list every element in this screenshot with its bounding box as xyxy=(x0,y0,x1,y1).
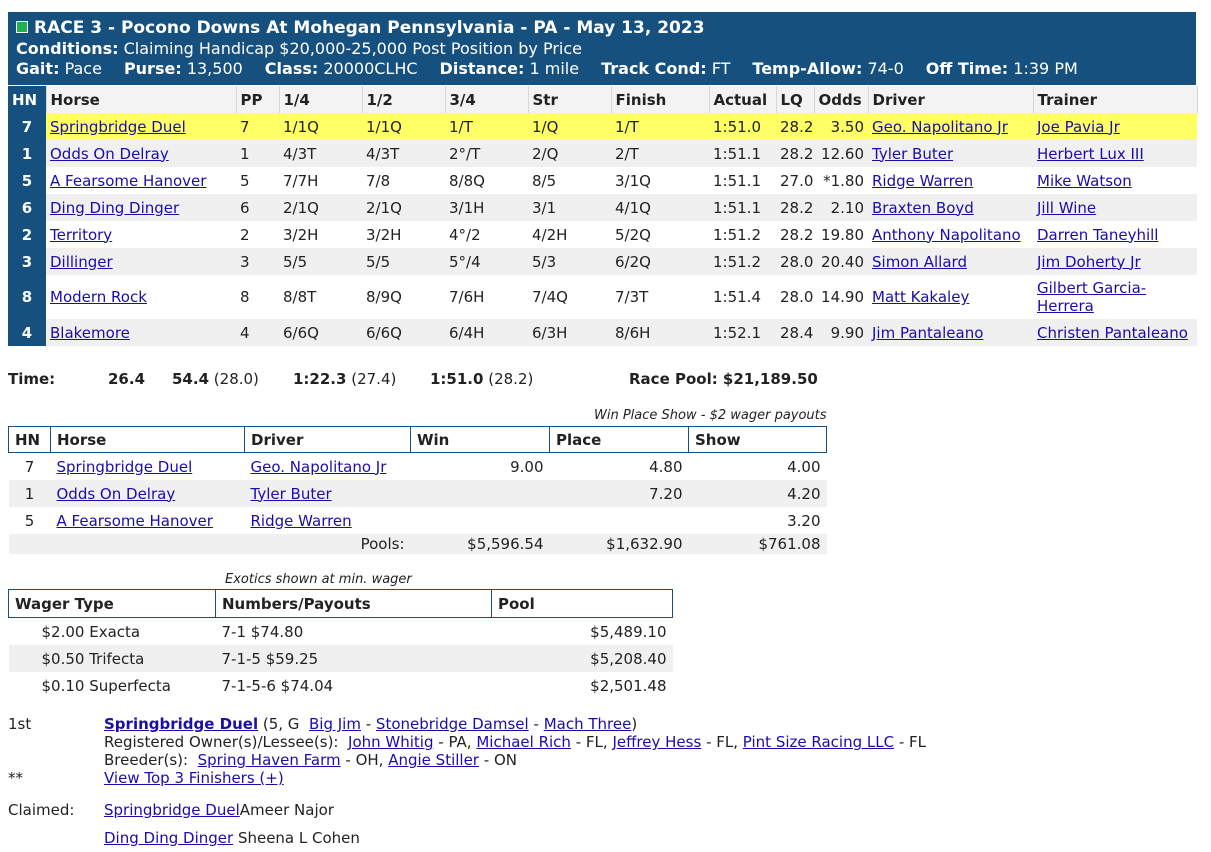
last-quarter-cell: 28.2 xyxy=(780,225,814,244)
finish-cell: 5/2Q xyxy=(615,225,651,244)
pool-cell: $5,489.10 xyxy=(590,622,667,641)
wps-hn-cell: 1 xyxy=(9,480,51,507)
wps-horse-link[interactable]: Odds On Delray xyxy=(56,484,176,503)
col-actual: Actual xyxy=(709,86,776,113)
pp-cell: 1 xyxy=(236,140,279,167)
wps-note: Win Place Show - $2 wager payouts xyxy=(594,408,827,423)
wps-win-cell xyxy=(411,507,550,534)
odds-cell: 20.40 xyxy=(814,248,868,275)
exotic-row xyxy=(9,645,673,672)
wps-driver-cell xyxy=(245,480,411,507)
wps-driver-cell xyxy=(245,453,411,481)
wps-driver-link[interactable]: Ridge Warren xyxy=(250,511,352,530)
stretch-cell: 4/2H xyxy=(532,225,568,244)
half-cell: 8/9Q xyxy=(366,288,402,306)
three-quarter-cell: 4°/2 xyxy=(449,225,481,244)
quarter-cell: 1/1Q xyxy=(279,113,362,140)
breeders-line: Breeder(s): Spring Haven Farm - OH, Angie Stiller - ON xyxy=(104,751,517,769)
wps-place-cell xyxy=(550,507,689,534)
hn-cell: 8 xyxy=(8,275,46,319)
race-details: Gait: Pace Purse: 13,500 Class: 20000CLHC Distance: 1 mile Track Cond: FT Temp-Allow: 74-0 Off Time: 1:39 PM xyxy=(16,59,1078,78)
wager-type-cell: $0.10 Superfecta xyxy=(41,676,171,695)
three-quarter-cell: 2°/T xyxy=(445,140,528,167)
last-quarter-cell: 27.0 xyxy=(780,171,814,190)
driver-cell xyxy=(868,221,1033,248)
driver-cell xyxy=(868,248,1033,275)
hn-cell: 1 xyxy=(8,140,46,167)
pools-label: Pools: xyxy=(9,534,411,554)
result-row xyxy=(8,113,1197,140)
horse-link[interactable]: Modern Rock xyxy=(50,288,147,306)
wps-col-hn: HN xyxy=(9,427,51,453)
wps-driver-link[interactable]: Geo. Napolitano Jr xyxy=(250,457,387,476)
last-quarter-cell: 28.2 xyxy=(776,113,814,140)
wps-row xyxy=(9,507,827,534)
finish-cell: 8/6H xyxy=(611,319,709,346)
driver-cell xyxy=(868,319,1033,346)
wps-table xyxy=(8,426,827,554)
time-final: 1:51.0 (28.2) xyxy=(430,370,534,388)
trainer-link[interactable]: Mike Watson xyxy=(1037,171,1132,190)
col-q1: 1/4 xyxy=(279,86,362,113)
wps-col-show: Show xyxy=(689,427,827,453)
hn-cell: 7 xyxy=(8,113,46,140)
driver-link[interactable]: Simon Allard xyxy=(872,252,967,271)
horse-link[interactable]: Ding Ding Dinger xyxy=(50,198,180,217)
stretch-cell: 5/3 xyxy=(528,248,611,275)
driver-cell xyxy=(868,275,1033,319)
winner-line: Springbridge Duel (5, G Big Jim - Stonebridge Damsel - Mach Three) xyxy=(104,715,638,733)
wps-show-cell: 4.20 xyxy=(689,480,827,507)
wps-row xyxy=(9,453,827,481)
hn-cell: 2 xyxy=(8,221,46,248)
odds-cell: *1.80 xyxy=(823,171,864,190)
wps-hn-cell: 7 xyxy=(24,457,35,476)
driver-cell xyxy=(868,140,1033,167)
owner-link-1[interactable]: John Whitig xyxy=(348,733,434,751)
wps-win-cell: 9.00 xyxy=(510,457,544,476)
finish-cell: 3/1Q xyxy=(615,171,651,190)
col-finish: Finish xyxy=(611,86,709,113)
col-horse: Horse xyxy=(46,86,236,113)
horse-link[interactable]: Territory xyxy=(50,225,113,244)
pool-cell: $2,501.48 xyxy=(590,676,667,695)
col-lq: LQ xyxy=(776,86,814,113)
payout-cell: 7-1 $74.80 xyxy=(221,622,304,641)
exo-col-payouts: Numbers/Payouts xyxy=(216,590,492,618)
breeder-link-1[interactable]: Spring Haven Farm xyxy=(197,751,341,769)
trainer-cell xyxy=(1033,275,1197,319)
horse-cell xyxy=(46,221,236,248)
wps-horse-cell xyxy=(51,480,245,507)
pool-place: $1,632.90 xyxy=(550,534,689,554)
last-quarter-cell: 28.4 xyxy=(776,319,814,346)
race-title: RACE 3 - Pocono Downs At Mohegan Pennsylvania - PA - May 13, 2023 xyxy=(16,18,705,38)
wps-driver-cell xyxy=(245,507,411,534)
horse-cell xyxy=(46,167,236,194)
last-quarter-cell: 28.2 xyxy=(776,194,814,221)
pp-cell: 5 xyxy=(240,171,250,190)
wps-place-cell: 4.80 xyxy=(649,457,683,476)
pool-show: $761.08 xyxy=(689,534,827,554)
quarter-cell: 2/1Q xyxy=(279,194,362,221)
stretch-cell: 2/Q xyxy=(528,140,611,167)
view-top3-link[interactable]: View Top 3 Finishers (+) xyxy=(104,769,284,787)
result-row xyxy=(8,194,1197,221)
trainer-link[interactable]: Gilbert Garcia-Herrera xyxy=(1037,279,1147,315)
col-str: Str xyxy=(528,86,611,113)
three-quarter-cell: 1/T xyxy=(445,113,528,140)
trainer-link[interactable]: Darren Taneyhill xyxy=(1037,225,1159,244)
half-cell: 6/6Q xyxy=(362,319,445,346)
last-quarter-cell: 28.0 xyxy=(776,248,814,275)
odds-cell: 9.90 xyxy=(814,319,868,346)
odds-cell: 19.80 xyxy=(821,225,864,244)
horse-link[interactable]: Odds On Delray xyxy=(50,144,169,163)
pool-cell: $5,208.40 xyxy=(492,645,673,672)
stars-marker: ** xyxy=(8,769,23,787)
driver-cell xyxy=(868,113,1033,140)
exotics-table xyxy=(8,589,673,699)
pp-cell: 8 xyxy=(240,288,250,306)
exotics-header-row xyxy=(9,590,673,618)
trainer-link[interactable]: Joe Pavia Jr xyxy=(1037,117,1120,136)
owner-link-3[interactable]: Jeffrey Hess xyxy=(612,733,702,751)
half-cell: 5/5 xyxy=(362,248,445,275)
quarter-cell: 8/8T xyxy=(283,288,317,306)
col-hn: HN xyxy=(8,86,46,113)
winner-place: 1st xyxy=(8,715,32,733)
result-row xyxy=(8,140,1197,167)
payout-cell: 7-1-5-6 $74.04 xyxy=(221,676,334,695)
actual-time-cell: 1:51.4 xyxy=(713,288,761,306)
claimed-label: Claimed: xyxy=(8,801,75,819)
horse-link[interactable]: Dillinger xyxy=(50,252,113,271)
actual-time-cell: 1:51.2 xyxy=(709,248,776,275)
pp-cell: 7 xyxy=(236,113,279,140)
odds-cell: 12.60 xyxy=(814,140,868,167)
winner-horse-link[interactable]: Springbridge Duel xyxy=(104,715,259,733)
claimed-horse-link[interactable]: Springbridge Duel xyxy=(104,801,240,819)
race-pool: Race Pool: $21,189.50 xyxy=(629,370,818,388)
trainer-cell xyxy=(1033,113,1197,140)
wps-header-row xyxy=(9,427,827,453)
wps-show-cell: 4.00 xyxy=(787,457,821,476)
wps-col-place: Place xyxy=(550,427,689,453)
half-cell: 7/8 xyxy=(366,171,391,190)
col-q3: 3/4 xyxy=(445,86,528,113)
horse-link[interactable]: A Fearsome Hanover xyxy=(50,171,207,190)
driver-link[interactable]: Anthony Napolitano xyxy=(872,225,1021,244)
actual-time-cell: 1:51.1 xyxy=(709,140,776,167)
results-table xyxy=(8,86,1198,346)
wps-show-cell: 3.20 xyxy=(787,511,821,530)
status-square-icon xyxy=(16,21,28,33)
pool-win: $5,596.54 xyxy=(411,534,550,554)
actual-time-cell: 1:51.0 xyxy=(709,113,776,140)
finish-cell: 2/T xyxy=(611,140,709,167)
last-quarter-cell: 28.2 xyxy=(776,140,814,167)
hn-cell: 4 xyxy=(8,319,46,346)
quarter-cell: 7/7H xyxy=(283,171,319,190)
finish-cell: 6/2Q xyxy=(611,248,709,275)
pp-cell: 4 xyxy=(236,319,279,346)
horse-link[interactable]: Springbridge Duel xyxy=(50,117,186,136)
stretch-cell: 6/3H xyxy=(528,319,611,346)
trainer-cell xyxy=(1033,248,1197,275)
trainer-link[interactable]: Jim Doherty Jr xyxy=(1037,252,1141,271)
trainer-cell xyxy=(1033,194,1197,221)
claimed-horse-link[interactable]: Ding Ding Dinger xyxy=(104,829,234,847)
time-quarter: 26.4 xyxy=(108,370,146,388)
actual-time-cell: 1:51.1 xyxy=(713,171,761,190)
results-header-row xyxy=(8,86,1197,113)
time-label: Time: xyxy=(8,370,56,388)
actual-time-cell: 1:51.1 xyxy=(709,194,776,221)
pp-cell: 3 xyxy=(236,248,279,275)
trainer-cell xyxy=(1033,140,1197,167)
owners-line: Registered Owner(s)/Lessee(s): John Whitig - PA, Michael Rich - FL, Jeffrey Hess - FL, Pint Size Racing LLC - FL xyxy=(104,733,927,751)
claimed-row: Springbridge DuelAmeer Najor xyxy=(104,801,334,819)
finish-cell: 1/T xyxy=(611,113,709,140)
stretch-cell: 8/5 xyxy=(532,171,557,190)
horse-cell xyxy=(46,113,236,140)
odds-cell: 3.50 xyxy=(814,113,868,140)
actual-time-cell: 1:52.1 xyxy=(709,319,776,346)
damsire-link[interactable]: Mach Three xyxy=(543,715,632,733)
wps-horse-cell xyxy=(51,453,245,481)
odds-cell: 14.90 xyxy=(821,288,864,306)
horse-cell xyxy=(46,248,236,275)
wps-horse-link[interactable]: A Fearsome Hanover xyxy=(56,511,213,530)
horse-link[interactable]: Blakemore xyxy=(50,323,130,342)
col-pp: PP xyxy=(236,86,279,113)
wps-col-win: Win xyxy=(411,427,550,453)
dam-link[interactable]: Stonebridge Damsel xyxy=(375,715,529,733)
hn-cell: 6 xyxy=(8,194,46,221)
horse-cell xyxy=(46,275,236,319)
horse-cell xyxy=(46,319,236,346)
owner-link-4[interactable]: Pint Size Racing LLC xyxy=(742,733,895,751)
three-quarter-cell: 7/6H xyxy=(449,288,485,306)
wps-horse-link[interactable]: Springbridge Duel xyxy=(56,457,193,476)
finish-cell: 4/1Q xyxy=(611,194,709,221)
trainer-cell xyxy=(1033,167,1197,194)
claimed-row: Ding Ding Dinger Sheena L Cohen xyxy=(104,829,360,847)
three-quarter-cell: 5°/4 xyxy=(445,248,528,275)
race-conditions: Conditions: Claiming Handicap $20,000-25,000 Post Position by Price xyxy=(16,39,582,58)
half-cell: 4/3T xyxy=(362,140,445,167)
wps-place-cell: 7.20 xyxy=(550,480,689,507)
wager-type-cell: $0.50 Trifecta xyxy=(9,645,216,672)
wps-row xyxy=(9,480,827,507)
wps-col-driver: Driver xyxy=(245,427,411,453)
quarter-cell: 3/2H xyxy=(283,225,319,244)
time-three-quarter: 1:22.3 (27.4) xyxy=(293,370,397,388)
race-header xyxy=(8,12,1196,85)
col-driver: Driver xyxy=(868,86,1033,113)
driver-link[interactable]: Ridge Warren xyxy=(872,171,974,190)
trainer-link[interactable]: Herbert Lux III xyxy=(1037,144,1144,163)
wps-hn-cell: 5 xyxy=(24,511,35,530)
wps-pools-row xyxy=(9,534,827,554)
three-quarter-cell: 8/8Q xyxy=(449,171,485,190)
stretch-cell: 1/Q xyxy=(528,113,611,140)
payout-cell: 7-1-5 $59.25 xyxy=(216,645,492,672)
trainer-cell xyxy=(1033,221,1197,248)
horse-cell xyxy=(46,194,236,221)
sire-link[interactable]: Big Jim xyxy=(308,715,361,733)
driver-link[interactable]: Geo. Napolitano Jr xyxy=(872,117,1008,136)
actual-time-cell: 1:51.2 xyxy=(713,225,761,244)
exotic-row xyxy=(9,618,673,646)
quarter-cell: 5/5 xyxy=(279,248,362,275)
driver-link[interactable]: Matt Kakaley xyxy=(872,288,970,306)
half-cell: 2/1Q xyxy=(362,194,445,221)
col-odds: Odds xyxy=(814,86,868,113)
result-row xyxy=(8,275,1197,319)
wps-horse-cell xyxy=(51,507,245,534)
hn-cell: 5 xyxy=(8,167,46,194)
wps-col-horse: Horse xyxy=(51,427,245,453)
result-row xyxy=(8,221,1197,248)
wps-driver-link[interactable]: Tyler Buter xyxy=(250,484,332,503)
trainer-cell xyxy=(1033,319,1197,346)
driver-link[interactable]: Braxten Boyd xyxy=(872,198,974,217)
exotics-note: Exotics shown at min. wager xyxy=(225,572,412,587)
quarter-cell: 6/6Q xyxy=(279,319,362,346)
pp-cell: 6 xyxy=(236,194,279,221)
time-half: 54.4 (28.0) xyxy=(172,370,259,388)
driver-cell xyxy=(868,167,1033,194)
driver-link[interactable]: Jim Pantaleano xyxy=(872,323,984,342)
exo-col-type: Wager Type xyxy=(9,590,216,618)
breeder-link-2[interactable]: Angie Stiller xyxy=(388,751,479,769)
half-cell: 1/1Q xyxy=(362,113,445,140)
three-quarter-cell: 3/1H xyxy=(445,194,528,221)
result-row xyxy=(8,248,1197,275)
last-quarter-cell: 28.0 xyxy=(780,288,814,306)
hn-cell: 3 xyxy=(8,248,46,275)
odds-cell: 2.10 xyxy=(814,194,868,221)
result-row xyxy=(8,319,1197,346)
owner-link-2[interactable]: Michael Rich xyxy=(476,733,571,751)
stretch-cell: 3/1 xyxy=(528,194,611,221)
quarter-cell: 4/3T xyxy=(279,140,362,167)
exotic-row xyxy=(9,672,673,699)
finish-cell: 7/3T xyxy=(615,288,649,306)
trainer-link[interactable]: Jill Wine xyxy=(1037,198,1097,217)
col-trainer: Trainer xyxy=(1033,86,1197,113)
result-row xyxy=(8,167,1197,194)
wager-type-cell: $2.00 Exacta xyxy=(41,622,141,641)
driver-link[interactable]: Tyler Buter xyxy=(872,144,954,163)
pp-cell: 2 xyxy=(240,225,250,244)
driver-cell xyxy=(868,194,1033,221)
trainer-link[interactable]: Christen Pantaleano xyxy=(1037,323,1188,342)
stretch-cell: 7/4Q xyxy=(532,288,568,306)
wps-win-cell xyxy=(411,480,550,507)
horse-cell xyxy=(46,140,236,167)
col-q2: 1/2 xyxy=(362,86,445,113)
exo-col-pool: Pool xyxy=(492,590,673,618)
half-cell: 3/2H xyxy=(366,225,402,244)
three-quarter-cell: 6/4H xyxy=(445,319,528,346)
